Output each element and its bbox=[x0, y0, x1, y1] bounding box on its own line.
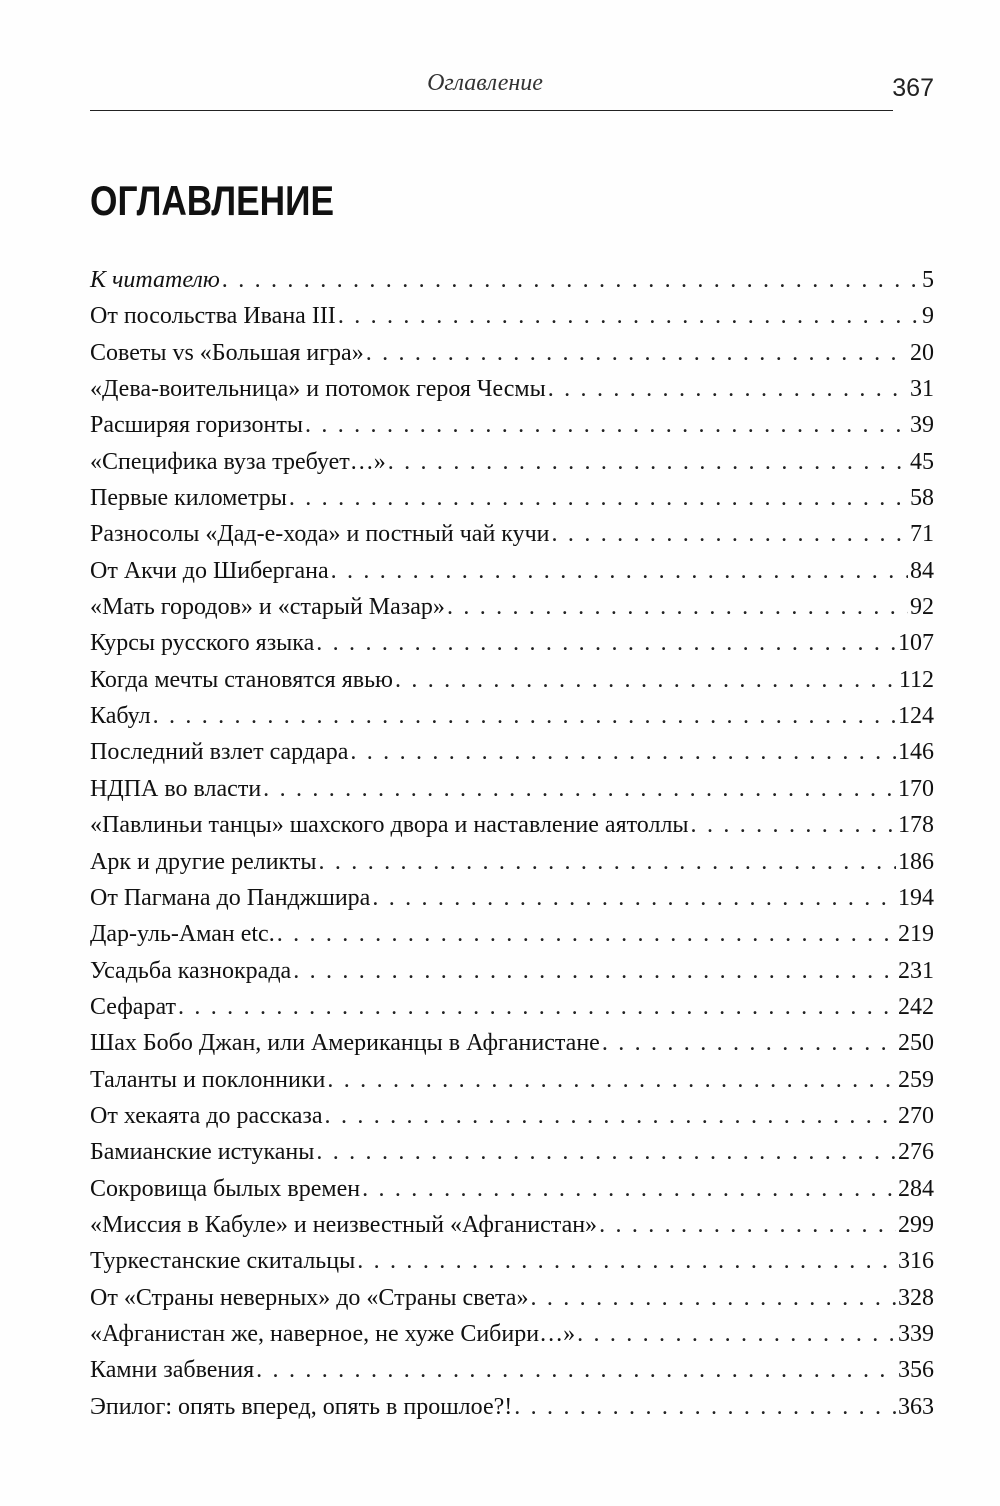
toc-entry bbox=[90, 335, 934, 371]
toc-entry-title: Расширяя горизонты bbox=[90, 412, 303, 439]
toc-entry-title: Шах Бобо Джан, или Американцы в Афганистане bbox=[90, 1030, 600, 1057]
page-number: 367 bbox=[892, 74, 934, 102]
toc-dot-leader bbox=[325, 1098, 896, 1134]
toc-entry-title: Разносолы «Дад-е-хода» и постный чай кучи bbox=[90, 521, 550, 548]
toc-entry-title: «Специфика вуза требует…» bbox=[90, 448, 386, 475]
toc-entry-title: «Миссия в Кабуле» и неизвестный «Афганистан» bbox=[90, 1211, 598, 1238]
toc-entry-page: 58 bbox=[910, 485, 934, 512]
toc-entry bbox=[90, 1280, 934, 1316]
toc-entry-title: «Павлиньи танцы» шахского двора и наставление аятоллы bbox=[90, 812, 689, 839]
toc-entry-title: От хекаята до рассказа bbox=[90, 1102, 323, 1129]
toc-entry-page: 186 bbox=[898, 848, 934, 875]
toc-entry bbox=[90, 480, 934, 516]
toc-entry-title: НДПА во власти bbox=[90, 775, 262, 802]
toc-entry-page: 5 bbox=[922, 267, 934, 293]
toc-entry-page: 356 bbox=[898, 1357, 934, 1384]
toc-dot-leader bbox=[222, 262, 920, 298]
toc-entry-page: 363 bbox=[898, 1393, 934, 1420]
toc-entry-title: Таланты и поклонники bbox=[90, 1066, 326, 1093]
toc-dot-leader bbox=[350, 734, 896, 770]
toc-dot-leader bbox=[357, 1243, 896, 1279]
toc-dot-leader bbox=[372, 880, 896, 916]
toc-entry-page: 9 bbox=[922, 303, 934, 330]
running-header bbox=[90, 64, 934, 114]
toc-dot-leader bbox=[327, 1062, 896, 1098]
toc-heading: ОГЛАВЛЕНИЕ bbox=[90, 177, 335, 224]
toc-entry-page: 316 bbox=[898, 1248, 934, 1275]
toc-entry bbox=[90, 1243, 934, 1279]
toc-entry-page: 146 bbox=[898, 739, 934, 766]
toc-entry bbox=[90, 662, 934, 698]
toc-dot-leader bbox=[153, 698, 896, 734]
toc-dot-leader bbox=[338, 298, 920, 334]
toc-entry bbox=[90, 698, 934, 734]
toc-entry bbox=[90, 625, 934, 661]
toc-entry bbox=[90, 444, 934, 480]
header-rule bbox=[90, 110, 893, 111]
toc-entry-page: 112 bbox=[898, 666, 934, 693]
toc-entry-title: Усадьба казнокрада bbox=[90, 957, 292, 984]
toc-entry-page: 250 bbox=[898, 1030, 934, 1057]
toc-entry bbox=[90, 880, 934, 916]
toc-entry bbox=[90, 989, 934, 1025]
toc-entry-page: 328 bbox=[898, 1284, 934, 1311]
toc-entry-page: 31 bbox=[910, 376, 934, 403]
toc-dot-leader bbox=[691, 807, 896, 843]
toc-entry-page: 339 bbox=[898, 1320, 934, 1347]
toc-dot-leader bbox=[256, 1352, 896, 1388]
toc-entry bbox=[90, 1207, 934, 1243]
toc-dot-leader bbox=[305, 407, 908, 443]
toc-entry-page: 276 bbox=[898, 1139, 934, 1166]
toc-entry-title: «Мать городов» и «старый Мазар» bbox=[90, 594, 445, 621]
toc-entry-page: 284 bbox=[898, 1175, 934, 1202]
toc-dot-leader bbox=[514, 1389, 896, 1425]
toc-entry-title: К читателю bbox=[90, 267, 220, 293]
toc-dot-leader bbox=[447, 589, 908, 625]
toc-entry bbox=[90, 807, 934, 843]
toc-dot-leader bbox=[530, 1280, 896, 1316]
toc-entry-title: Камни забвения bbox=[90, 1357, 255, 1384]
toc-entry bbox=[90, 407, 934, 443]
toc-entry bbox=[90, 1171, 934, 1207]
toc-entry bbox=[90, 953, 934, 989]
toc-entry-title: Советы vs «Большая игра» bbox=[90, 339, 364, 366]
toc-dot-leader bbox=[577, 1316, 896, 1352]
toc-entry-page: 194 bbox=[898, 884, 934, 911]
toc-entry bbox=[90, 516, 934, 552]
toc-dot-leader bbox=[395, 662, 897, 698]
toc-entry bbox=[90, 771, 934, 807]
toc-entry bbox=[90, 916, 934, 952]
toc-dot-leader bbox=[316, 625, 896, 661]
toc-entry-page: 84 bbox=[910, 557, 934, 584]
toc-dot-leader bbox=[277, 916, 896, 952]
toc-entry-title: Когда мечты становятся явью bbox=[90, 666, 393, 693]
toc-dot-leader bbox=[599, 1207, 896, 1243]
toc-dot-leader bbox=[362, 1171, 896, 1207]
toc-dot-leader bbox=[602, 1025, 896, 1061]
toc-entry bbox=[90, 1098, 934, 1134]
toc-entry-title: Сефарат bbox=[90, 993, 176, 1020]
toc-dot-leader bbox=[548, 371, 908, 407]
toc-entry-page: 231 bbox=[898, 957, 934, 984]
toc-entry-page: 270 bbox=[898, 1102, 934, 1129]
toc-entry bbox=[90, 844, 934, 880]
toc-entry-title: Туркестанские скитальцы bbox=[90, 1248, 356, 1275]
toc-entry-page: 299 bbox=[898, 1211, 934, 1238]
toc-entry bbox=[90, 589, 934, 625]
toc-entry-title: От Пагмана до Панджшира bbox=[90, 884, 371, 911]
toc-entry-page: 170 bbox=[898, 775, 934, 802]
toc-entry-page: 178 bbox=[898, 812, 934, 839]
toc-entry bbox=[90, 1389, 934, 1425]
toc-entry-page: 107 bbox=[898, 630, 934, 657]
toc-entry-title: Эпилог: опять вперед, опять в прошлое?! bbox=[90, 1393, 513, 1420]
toc-entry-title: От посольства Ивана III bbox=[90, 303, 336, 330]
toc-entry-page: 45 bbox=[910, 448, 934, 475]
toc-entry-title: От Акчи до Шибергана bbox=[90, 557, 329, 584]
toc-entry bbox=[90, 262, 934, 298]
toc-entry-title: Сокровища былых времен bbox=[90, 1175, 361, 1202]
toc-dot-leader bbox=[289, 480, 908, 516]
toc-entry-page: 39 bbox=[910, 412, 934, 439]
toc-entry bbox=[90, 1134, 934, 1170]
toc-entry-title: Первые километры bbox=[90, 485, 287, 512]
toc-entry-page: 20 bbox=[910, 339, 934, 366]
toc-entry-title: «Афганистан же, наверное, не хуже Сибири…» bbox=[90, 1320, 576, 1347]
toc-entry-page: 242 bbox=[898, 993, 934, 1020]
toc-dot-leader bbox=[316, 1134, 896, 1170]
toc-entry-page: 92 bbox=[910, 594, 934, 621]
toc-dot-leader bbox=[366, 335, 908, 371]
toc-entry bbox=[90, 298, 934, 334]
toc-entry bbox=[90, 734, 934, 770]
toc-entry-page: 71 bbox=[910, 521, 934, 548]
toc-entry bbox=[90, 1316, 934, 1352]
toc-entry bbox=[90, 371, 934, 407]
toc-entry bbox=[90, 1062, 934, 1098]
toc-entry-title: Кабул bbox=[90, 703, 151, 730]
toc-entry bbox=[90, 553, 934, 589]
toc-entry-title: Дар-уль-Аман etc. bbox=[90, 921, 275, 948]
toc-entry-title: Бамианские истуканы bbox=[90, 1139, 315, 1166]
toc-entry-title: Последний взлет сардара bbox=[90, 739, 349, 766]
toc-entry-title: От «Страны неверных» до «Страны света» bbox=[90, 1284, 529, 1311]
toc-entry-title: Курсы русского языка bbox=[90, 630, 315, 657]
toc-dot-leader bbox=[293, 953, 896, 989]
toc-entry-page: 219 bbox=[898, 921, 934, 948]
toc-entry-title: «Дева-воительница» и потомок героя Чесмы bbox=[90, 376, 546, 403]
toc-dot-leader bbox=[331, 553, 908, 589]
toc-entry-title: Арк и другие реликты bbox=[90, 848, 317, 875]
toc-dot-leader bbox=[552, 516, 908, 552]
toc-dot-leader bbox=[263, 771, 896, 807]
toc-entry-page: 259 bbox=[898, 1066, 934, 1093]
toc-entry-page: 124 bbox=[898, 703, 934, 730]
toc-dot-leader bbox=[178, 989, 896, 1025]
toc-list bbox=[90, 262, 934, 1425]
toc-entry bbox=[90, 1025, 934, 1061]
toc-dot-leader bbox=[388, 444, 908, 480]
toc-dot-leader bbox=[319, 844, 897, 880]
running-title: Оглавление bbox=[427, 70, 543, 96]
toc-entry bbox=[90, 1352, 934, 1388]
